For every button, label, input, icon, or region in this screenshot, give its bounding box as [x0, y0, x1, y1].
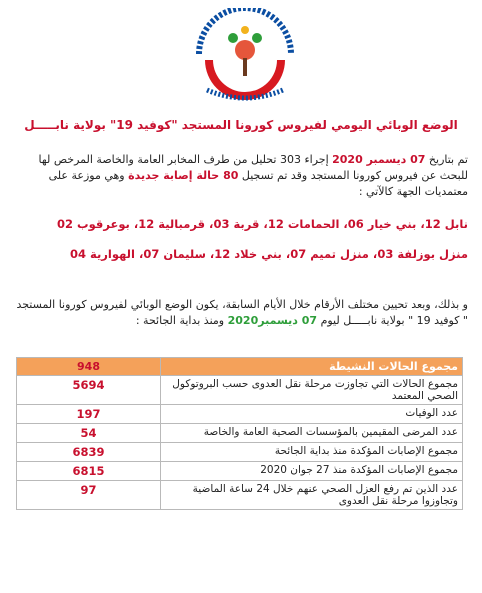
row-value: 54	[17, 424, 161, 443]
row-label: مجموع الإصابات المؤكدة منذ بداية الجائحة	[161, 443, 463, 462]
report-date: 07 ديسمبر 2020	[332, 153, 426, 166]
distribution-line-1: نابل 12، بني خيار 06، الحمامات 12، قربة 03، قرمبالية 12، بوعرقوب 02	[57, 217, 468, 231]
table-row	[17, 376, 463, 405]
row-label: مجموع الحالات النشيطة	[161, 358, 463, 376]
distribution-line-2: منزل بوزلفة 03، منزل تميم 07، بني خلاد 12، سليمان 07، الهوارية 04	[70, 247, 468, 261]
stats-table	[16, 357, 463, 510]
table-row	[17, 443, 463, 462]
row-value: 97	[17, 481, 161, 510]
summary-date: 07 ديسمبر2020	[227, 314, 318, 327]
row-value: 948	[17, 358, 161, 376]
row-label: مجموع الحالات التي تجاوزت مرحلة نقل العدوى حسب البروتوكول الصحي المعتمد	[161, 376, 463, 405]
intro-paragraph	[13, 152, 468, 200]
intro-text-b: إجراء 303 تحليل من طرف المخابر العامة والخاصة المرخص لها للبحث عن فيروس كورونا المستجد وقد تم تسجيل	[38, 153, 468, 182]
table-row	[17, 358, 463, 376]
row-label: عدد الذين تم رفع العزل الصحي عنهم خلال 24 ساعة الماضية وتجاوزوا مرحلة نقل العدوى	[161, 481, 463, 510]
table-row	[17, 405, 463, 424]
regional-health-directorate-logo	[185, 8, 305, 108]
summary-text-b: ومنذ بداية الجائحة :	[135, 314, 225, 327]
row-value: 5694	[17, 376, 161, 405]
row-value: 6815	[17, 462, 161, 481]
new-cases: 80 حالة إصابة جديدة	[128, 169, 239, 182]
table-row	[17, 424, 463, 443]
row-label: عدد المرضى المقيمين بالمؤسسات الصحية العامة والخاصة	[161, 424, 463, 443]
row-value: 6839	[17, 443, 161, 462]
row-label: عدد الوفيات	[161, 405, 463, 424]
table-row	[17, 481, 463, 510]
table-row	[17, 462, 463, 481]
summary-text-a: و بذلك، وبعد تحيين مختلف الأرقام خلال الأيام السابقة، يكون الوضع الوبائي لفيروس كورونا المستجد " كوفيد 19 " بولاية نابـــــل ليوم	[16, 298, 468, 327]
intro-text-a: تم بتاريخ	[428, 153, 468, 166]
intro-text-c: وهي موزعة على معتمديات الجهة كالآتي :	[48, 169, 468, 198]
summary-paragraph	[13, 297, 468, 329]
report-title: الوضع الوبائي اليومي لفيروس كورونا المستجد "كوفيد 19" بولاية نابـــــل	[24, 118, 458, 132]
row-value: 197	[17, 405, 161, 424]
row-label: مجموع الإصابات المؤكدة منذ 27 جوان 2020	[161, 462, 463, 481]
